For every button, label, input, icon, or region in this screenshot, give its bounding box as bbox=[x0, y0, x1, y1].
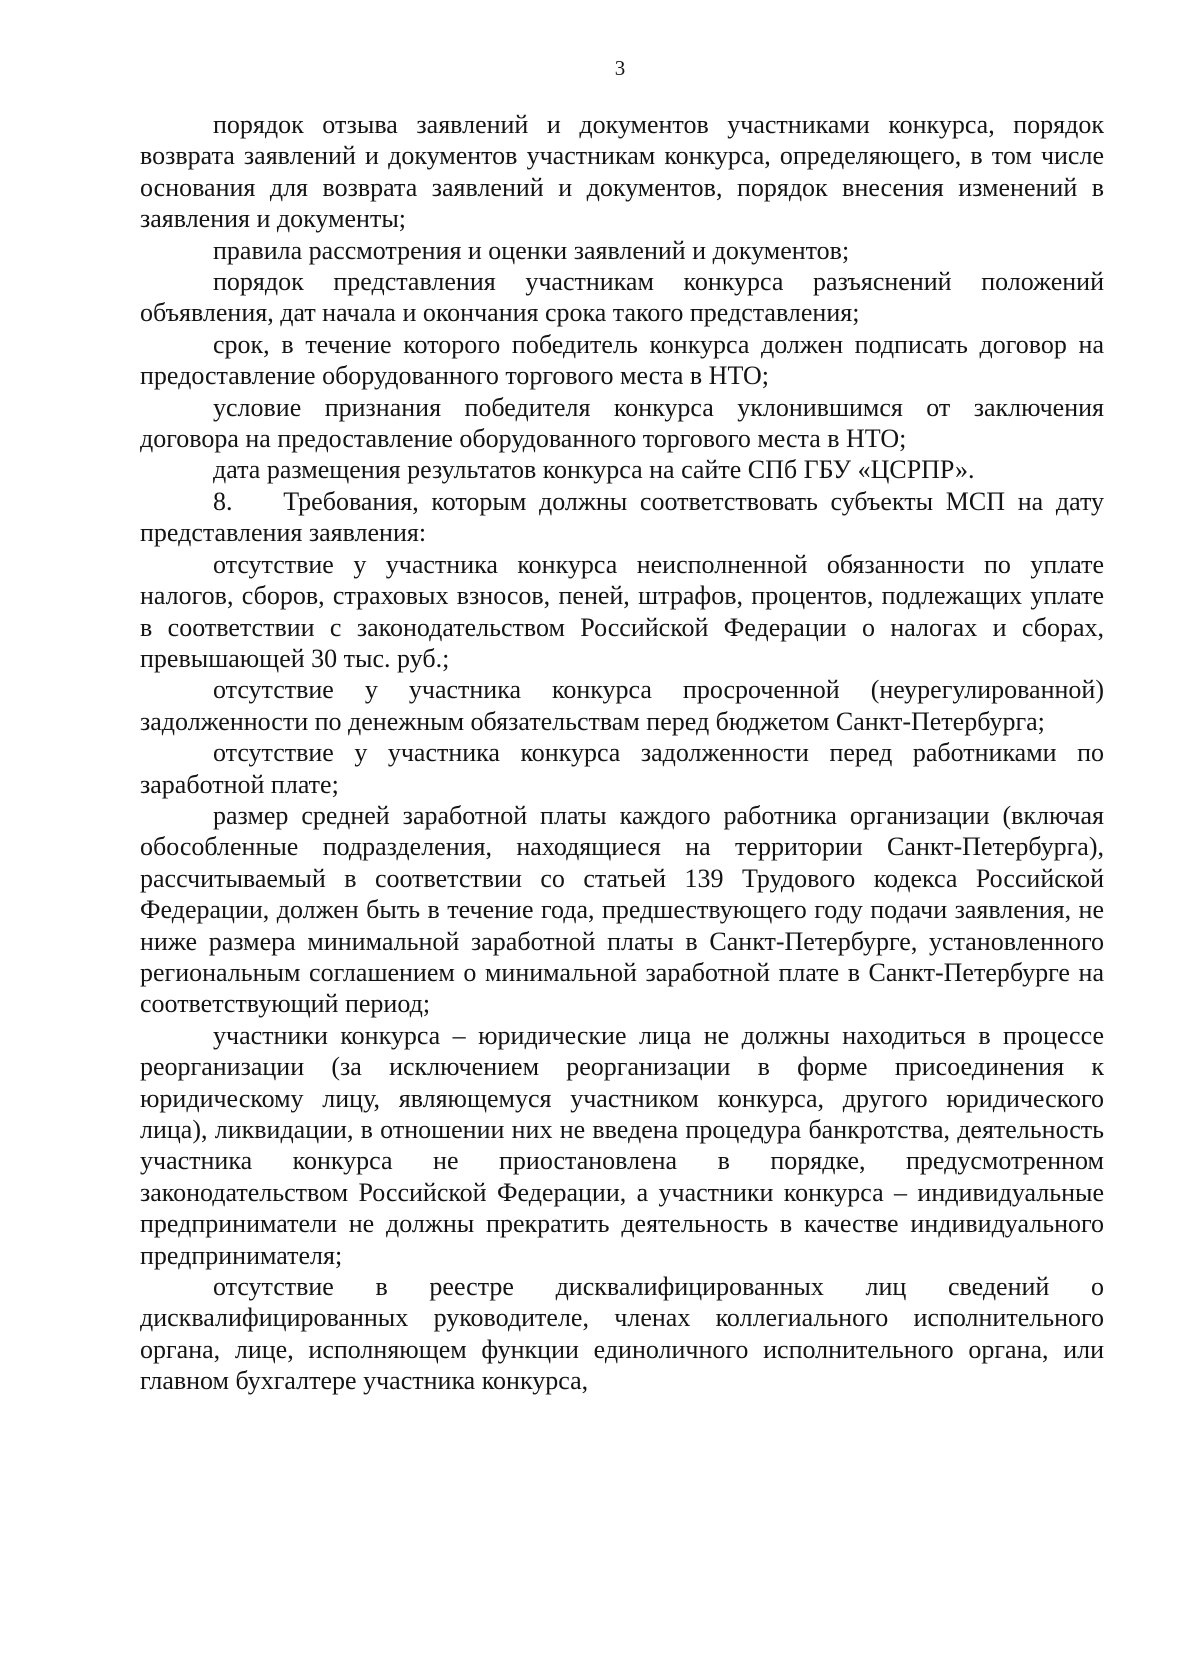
paragraph-section-8-heading: 8. Требования, которым должны соответствовать субъекты МСП на дату представления заявления: bbox=[140, 486, 1104, 548]
paragraph-average-salary: размер средней заработной платы каждого работника организации (включая обособленные подразделения, находящиеся на территории Санкт-Петербурга), рассчитываемый в соответствии со статьей 139 Трудового кодекса Российской Федерации, должен быть в течение года, предшествующего году подачи заявления, не ниже размера минимальной заработной платы в Санкт-Петербурге, установленного региональным соглашением о минимальной заработной плате в Санкт-Петербурге на соответствующий период; bbox=[140, 800, 1104, 1019]
paragraph-reorganization: участники конкурса – юридические лица не должны находиться в процессе реорганизации (за исключением реорганизации в форме присоединения к юридическому лицу, являющемуся участником конкурса, другого юридического лица), ликвидации, в отношении них не введена процедура банкротства, деятельность участника конкурса не приостановлена в порядке, предусмотренном законодательством Российской Федерации, а участники конкурса – индивидуальные предприниматели не должны прекратить деятельность в качестве индивидуального предпринимателя; bbox=[140, 1020, 1104, 1270]
document-body bbox=[140, 109, 1104, 1397]
paragraph-withdrawal-procedure: порядок отзыва заявлений и документов участниками конкурса, порядок возврата заявлений и документов участникам конкурса, определяющего, в том числе основания для возврата заявлений и документов, порядок внесения изменений в заявления и документы; bbox=[140, 110, 1104, 234]
paragraph-review-rules: правила рассмотрения и оценки заявлений и документов; bbox=[213, 235, 850, 265]
paragraph-clarification-procedure: порядок представления участникам конкурса разъяснений положений объявления, дат начала и окончания срока такого представления; bbox=[140, 267, 1104, 328]
paragraph-results-date: дата размещения результатов конкурса на сайте СПб ГБУ «ЦСРПР». bbox=[213, 455, 975, 485]
paragraph-tax-arrears: отсутствие у участника конкурса неисполненной обязанности по уплате налогов, сборов, страховых взносов, пеней, штрафов, процентов, подлежащих уплате в соответствии с законодательством Российской Федерации о налогах и сборах, превышающей 30 тыс. руб.; bbox=[140, 549, 1104, 673]
paragraph-signing-deadline: срок, в течение которого победитель конкурса должен подписать договор на предоставление оборудованного торгового места в НТО; bbox=[140, 329, 1104, 391]
page-number: 3 bbox=[614, 56, 626, 80]
paragraph-budget-debt: отсутствие у участника конкурса просроченной (неурегулированной) задолженности по денежным обязательствам перед бюджетом Санкт-Петербурга; bbox=[140, 675, 1104, 736]
paragraph-evasion-condition: условие признания победителя конкурса уклонившимся от заключения договора на предоставление оборудованного торгового места в НТО; bbox=[140, 392, 1104, 454]
paragraph-wage-debt: отсутствие у участника конкурса задолженности перед работниками по заработной плате; bbox=[140, 738, 1104, 799]
paragraph-disqualified-registry: отсутствие в реестре дисквалифицированных лиц сведений о дисквалифицированных руководителе, членах коллегиального исполнительного органа, лице, исполняющем функции единоличного исполнительного органа, или главном бухгалтере участника конкурса, bbox=[140, 1272, 1104, 1396]
